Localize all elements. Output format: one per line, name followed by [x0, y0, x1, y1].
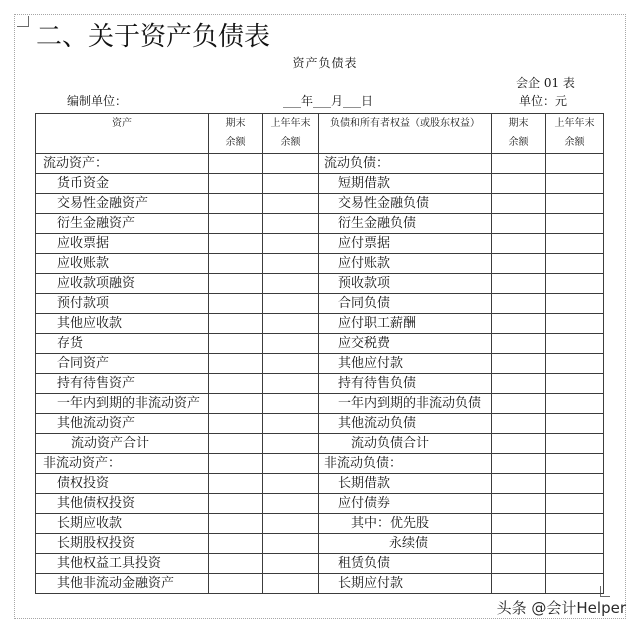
asset-end-balance-cell: [209, 494, 263, 514]
liability-label-cell: [319, 534, 492, 554]
liability-label-cell: [319, 434, 492, 454]
liability-section-label: 非流动负债：: [324, 456, 403, 471]
asset-end-balance-cell: [209, 394, 263, 414]
liability-prior-year-balance-cell: [546, 294, 604, 314]
liability-item-label: 应付债券: [338, 496, 391, 511]
corner-mark-bottom-right-horizontal: [600, 596, 610, 597]
asset-label-cell: [36, 514, 209, 534]
liability-label-cell: [319, 214, 492, 234]
asset-item-label: 衍生金融资产: [57, 216, 136, 231]
asset-label-cell: [36, 274, 209, 294]
form-title: 资产负债表: [292, 56, 358, 70]
asset-label-cell: [36, 214, 209, 234]
liability-prior-year-balance-cell: [546, 414, 604, 434]
asset-end-balance-cell: [209, 374, 263, 394]
asset-label-cell: [36, 414, 209, 434]
corner-mark-top-left-vertical: [28, 16, 29, 27]
asset-end-balance-cell: [209, 474, 263, 494]
asset-end-balance-cell: [209, 574, 263, 594]
asset-end-balance-cell: [209, 294, 263, 314]
liability-item-label: 衍生金融负债: [338, 216, 417, 231]
liability-label-cell: [319, 514, 492, 534]
asset-prior-year-balance-cell: [263, 354, 319, 374]
table-row: [36, 534, 604, 554]
liability-label-cell: [319, 574, 492, 594]
table-row: [36, 334, 604, 354]
preparer-label: 编制单位：: [67, 94, 128, 108]
form-code: 会企 01 表: [516, 76, 575, 90]
liability-item-label: 其他应付款: [338, 356, 404, 371]
header-line-2: 余额: [508, 137, 529, 148]
asset-label-cell: [36, 394, 209, 414]
table-row: [36, 234, 604, 254]
table-row: [36, 274, 604, 294]
asset-prior-year-balance-cell: [263, 234, 319, 254]
asset-label-cell: [36, 434, 209, 454]
liability-label-cell: [319, 554, 492, 574]
liability-prior-year-balance-cell: [546, 354, 604, 374]
asset-prior-year-balance-cell: [263, 314, 319, 334]
asset-end-balance-cell: [209, 414, 263, 434]
liability-prior-year-balance-cell: [546, 194, 604, 214]
liability-item-label: 租赁负债: [338, 556, 391, 571]
table-row: [36, 474, 604, 494]
asset-prior-year-balance-cell: [263, 434, 319, 454]
asset-label-cell: [36, 294, 209, 314]
liability-prior-year-balance-cell: [546, 474, 604, 494]
liability-end-balance-cell: [492, 314, 546, 334]
asset-item-label: 其他权益工具投资: [57, 556, 162, 571]
asset-prior-year-balance-cell: [263, 454, 319, 474]
asset-item-label: 长期应收款: [57, 516, 123, 531]
liability-item-label: 短期借款: [338, 176, 391, 191]
liability-label-cell: [319, 254, 492, 274]
table-body: [36, 154, 604, 594]
asset-item-label: 应收票据: [57, 236, 110, 251]
asset-label-cell: [36, 494, 209, 514]
section-heading: 二、关于资产负债表: [36, 22, 271, 52]
liability-prior-year-balance-cell: [546, 454, 604, 474]
asset-item-label: 其他非流动金融资产: [57, 576, 175, 591]
liability-sub-label: 优先股: [390, 516, 430, 531]
asset-prior-year-balance-cell: [263, 394, 319, 414]
asset-item-label: 应收款项融资: [57, 276, 136, 291]
liability-end-balance-cell: [492, 154, 546, 174]
liability-prior-year-balance-cell: [546, 574, 604, 594]
header-row: [36, 114, 604, 154]
asset-prior-year-balance-cell: [263, 514, 319, 534]
liability-label-cell: [319, 374, 492, 394]
liability-prior-year-balance-cell: [546, 274, 604, 294]
table-row: [36, 514, 604, 534]
asset-prior-year-balance-cell: [263, 194, 319, 214]
asset-end-balance-cell: [209, 254, 263, 274]
table-row: [36, 294, 604, 314]
liability-end-balance-cell: [492, 514, 546, 534]
asset-label-cell: [36, 554, 209, 574]
asset-label-cell: [36, 534, 209, 554]
liability-end-balance-cell: [492, 174, 546, 194]
asset-label-cell: [36, 154, 209, 174]
liability-end-balance-cell: [492, 494, 546, 514]
liability-end-balance-cell: [492, 474, 546, 494]
liability-prior-year-balance-cell: [546, 374, 604, 394]
table-row: [36, 554, 604, 574]
liability-prior-year-balance-cell: [546, 554, 604, 574]
asset-end-balance-cell: [209, 194, 263, 214]
asset-item-label: 长期股权投资: [57, 536, 136, 551]
table-row: [36, 574, 604, 594]
liability-item-label: 应交税费: [338, 336, 391, 351]
asset-item-label: 债权投资: [57, 476, 110, 491]
table-row: [36, 194, 604, 214]
liability-end-balance-cell: [492, 434, 546, 454]
asset-prior-year-balance-cell: [263, 254, 319, 274]
asset-item-label: 交易性金融资产: [57, 196, 149, 211]
liability-end-balance-cell: [492, 194, 546, 214]
header-line-1: 上年年末: [270, 118, 311, 129]
assets-header-label: 资产: [112, 118, 132, 129]
liability-section-label: 流动负债：: [324, 156, 390, 171]
asset-label-cell: [36, 374, 209, 394]
liability-end-balance-cell: [492, 414, 546, 434]
asset-prior-year-balance-header: [263, 114, 319, 154]
asset-item-label: 一年内到期的非流动资产: [57, 396, 201, 411]
asset-end-balance-cell: [209, 554, 263, 574]
header-line-1: 期末: [225, 118, 246, 129]
liability-sub2-label: 永续债: [389, 536, 429, 551]
liability-label-cell: [319, 394, 492, 414]
liability-end-balance-cell: [492, 214, 546, 234]
asset-end-balance-cell: [209, 234, 263, 254]
liability-label-cell: [319, 314, 492, 334]
liability-label-cell: [319, 354, 492, 374]
liability-item-label: 一年内到期的非流动负债: [338, 396, 482, 411]
asset-total-label: 流动资产合计: [71, 436, 150, 451]
liabilities-equity-header-label: 负债和所有者权益（或股东权益）: [330, 118, 480, 129]
unit-label: 单位：元: [519, 94, 568, 108]
liability-item-label: 长期借款: [338, 476, 391, 491]
liability-label-cell: [319, 294, 492, 314]
date-line: ___年___月___日: [283, 94, 374, 108]
watermark: 头条 @会计Helper: [496, 599, 626, 617]
asset-item-label: 存货: [57, 336, 84, 351]
asset-label-cell: [36, 574, 209, 594]
asset-prior-year-balance-cell: [263, 414, 319, 434]
liabilities-equity-header: [319, 114, 492, 154]
asset-item-label: 其他债权投资: [57, 496, 136, 511]
asset-item-label: 应收账款: [57, 256, 110, 271]
asset-prior-year-balance-cell: [263, 374, 319, 394]
asset-end-balance-cell: [209, 334, 263, 354]
asset-end-balance-cell: [209, 354, 263, 374]
assets-header: [36, 114, 209, 154]
table-row: [36, 354, 604, 374]
table-row: [36, 414, 604, 434]
liability-end-balance-cell: [492, 354, 546, 374]
liability-label-cell: [319, 274, 492, 294]
asset-prior-year-balance-cell: [263, 554, 319, 574]
asset-end-balance-cell: [209, 454, 263, 474]
table-row: [36, 454, 604, 474]
asset-item-label: 货币资金: [57, 176, 110, 191]
asset-item-label: 其他流动资产: [57, 416, 136, 431]
liability-prior-year-balance-cell: [546, 174, 604, 194]
liability-label-cell: [319, 454, 492, 474]
liability-prior-year-balance-cell: [546, 214, 604, 234]
asset-prior-year-balance-cell: [263, 574, 319, 594]
liability-prior-year-balance-cell: [546, 394, 604, 414]
asset-end-balance-cell: [209, 174, 263, 194]
asset-prior-year-balance-cell: [263, 534, 319, 554]
asset-label-cell: [36, 314, 209, 334]
balance-sheet-table: [35, 113, 604, 594]
asset-section-label: 非流动资产：: [43, 456, 122, 471]
liability-prior-year-balance-cell: [546, 254, 604, 274]
table-header: [36, 114, 604, 154]
asset-prior-year-balance-cell: [263, 214, 319, 234]
liability-item-label: 持有待售负债: [338, 376, 417, 391]
liability-item-label: 应付职工薪酬: [338, 316, 417, 331]
table-row: [36, 374, 604, 394]
liability-label-cell: [319, 194, 492, 214]
table-row: [36, 494, 604, 514]
header-line-1: 上年年末: [554, 118, 595, 129]
table-row: [36, 394, 604, 414]
asset-end-balance-cell: [209, 514, 263, 534]
liability-end-balance-cell: [492, 374, 546, 394]
liability-prior-year-balance-cell: [546, 434, 604, 454]
asset-prior-year-balance-cell: [263, 494, 319, 514]
asset-prior-year-balance-cell: [263, 274, 319, 294]
liability-label-cell: [319, 474, 492, 494]
liability-total-label: 流动负债合计: [351, 436, 430, 451]
liability-end-balance-cell: [492, 574, 546, 594]
asset-label-cell: [36, 354, 209, 374]
asset-prior-year-balance-cell: [263, 474, 319, 494]
liability-label-cell: [319, 174, 492, 194]
asset-label-cell: [36, 474, 209, 494]
table-row: [36, 214, 604, 234]
asset-end-balance-cell: [209, 434, 263, 454]
asset-end-balance-header: [209, 114, 263, 154]
asset-item-label: 合同资产: [57, 356, 110, 371]
liability-end-balance-cell: [492, 294, 546, 314]
liability-item-label: 其他流动负债: [338, 416, 417, 431]
asset-label-cell: [36, 194, 209, 214]
asset-label-cell: [36, 454, 209, 474]
table-row: [36, 434, 604, 454]
liability-prior-year-balance-header: [546, 114, 604, 154]
liability-label-cell: [319, 154, 492, 174]
liability-item-label: 应付账款: [338, 256, 391, 271]
liability-item-label: 合同负债: [338, 296, 391, 311]
asset-section-label: 流动资产：: [43, 156, 109, 171]
table-row: [36, 254, 604, 274]
liability-label-cell: [319, 414, 492, 434]
liability-prior-year-balance-cell: [546, 514, 604, 534]
liability-end-balance-header: [492, 114, 546, 154]
asset-end-balance-cell: [209, 314, 263, 334]
sub-item-prefix: 其中：: [351, 516, 391, 531]
asset-end-balance-cell: [209, 274, 263, 294]
header-line-2: 余额: [225, 137, 246, 148]
liability-prior-year-balance-cell: [546, 494, 604, 514]
asset-prior-year-balance-cell: [263, 294, 319, 314]
asset-prior-year-balance-cell: [263, 174, 319, 194]
asset-item-label: 预付款项: [57, 296, 110, 311]
liability-end-balance-cell: [492, 274, 546, 294]
liability-prior-year-balance-cell: [546, 154, 604, 174]
liability-label-cell: [319, 334, 492, 354]
liability-end-balance-cell: [492, 334, 546, 354]
header-line-2: 余额: [280, 137, 301, 148]
corner-mark-top-left-horizontal: [17, 26, 28, 27]
liability-label-cell: [319, 494, 492, 514]
asset-end-balance-cell: [209, 534, 263, 554]
asset-label-cell: [36, 254, 209, 274]
liability-label-cell: [319, 234, 492, 254]
asset-label-cell: [36, 234, 209, 254]
asset-prior-year-balance-cell: [263, 154, 319, 174]
header-line-2: 余额: [564, 137, 585, 148]
asset-label-cell: [36, 174, 209, 194]
liability-item-label: 交易性金融负债: [338, 196, 430, 211]
liability-prior-year-balance-cell: [546, 334, 604, 354]
liability-item-label: 预收款项: [338, 276, 391, 291]
liability-prior-year-balance-cell: [546, 234, 604, 254]
liability-end-balance-cell: [492, 394, 546, 414]
liability-end-balance-cell: [492, 254, 546, 274]
liability-end-balance-cell: [492, 454, 546, 474]
asset-prior-year-balance-cell: [263, 334, 319, 354]
liability-end-balance-cell: [492, 554, 546, 574]
liability-end-balance-cell: [492, 534, 546, 554]
table-row: [36, 154, 604, 174]
asset-item-label: 其他应收款: [57, 316, 123, 331]
liability-prior-year-balance-cell: [546, 314, 604, 334]
liability-item-label: 应付票据: [338, 236, 391, 251]
liability-prior-year-balance-cell: [546, 534, 604, 554]
table-row: [36, 174, 604, 194]
table-row: [36, 314, 604, 334]
asset-end-balance-cell: [209, 214, 263, 234]
liability-item-label: 长期应付款: [338, 576, 404, 591]
asset-label-cell: [36, 334, 209, 354]
asset-end-balance-cell: [209, 154, 263, 174]
liability-end-balance-cell: [492, 234, 546, 254]
header-line-1: 期末: [508, 118, 529, 129]
asset-item-label: 持有待售资产: [57, 376, 136, 391]
